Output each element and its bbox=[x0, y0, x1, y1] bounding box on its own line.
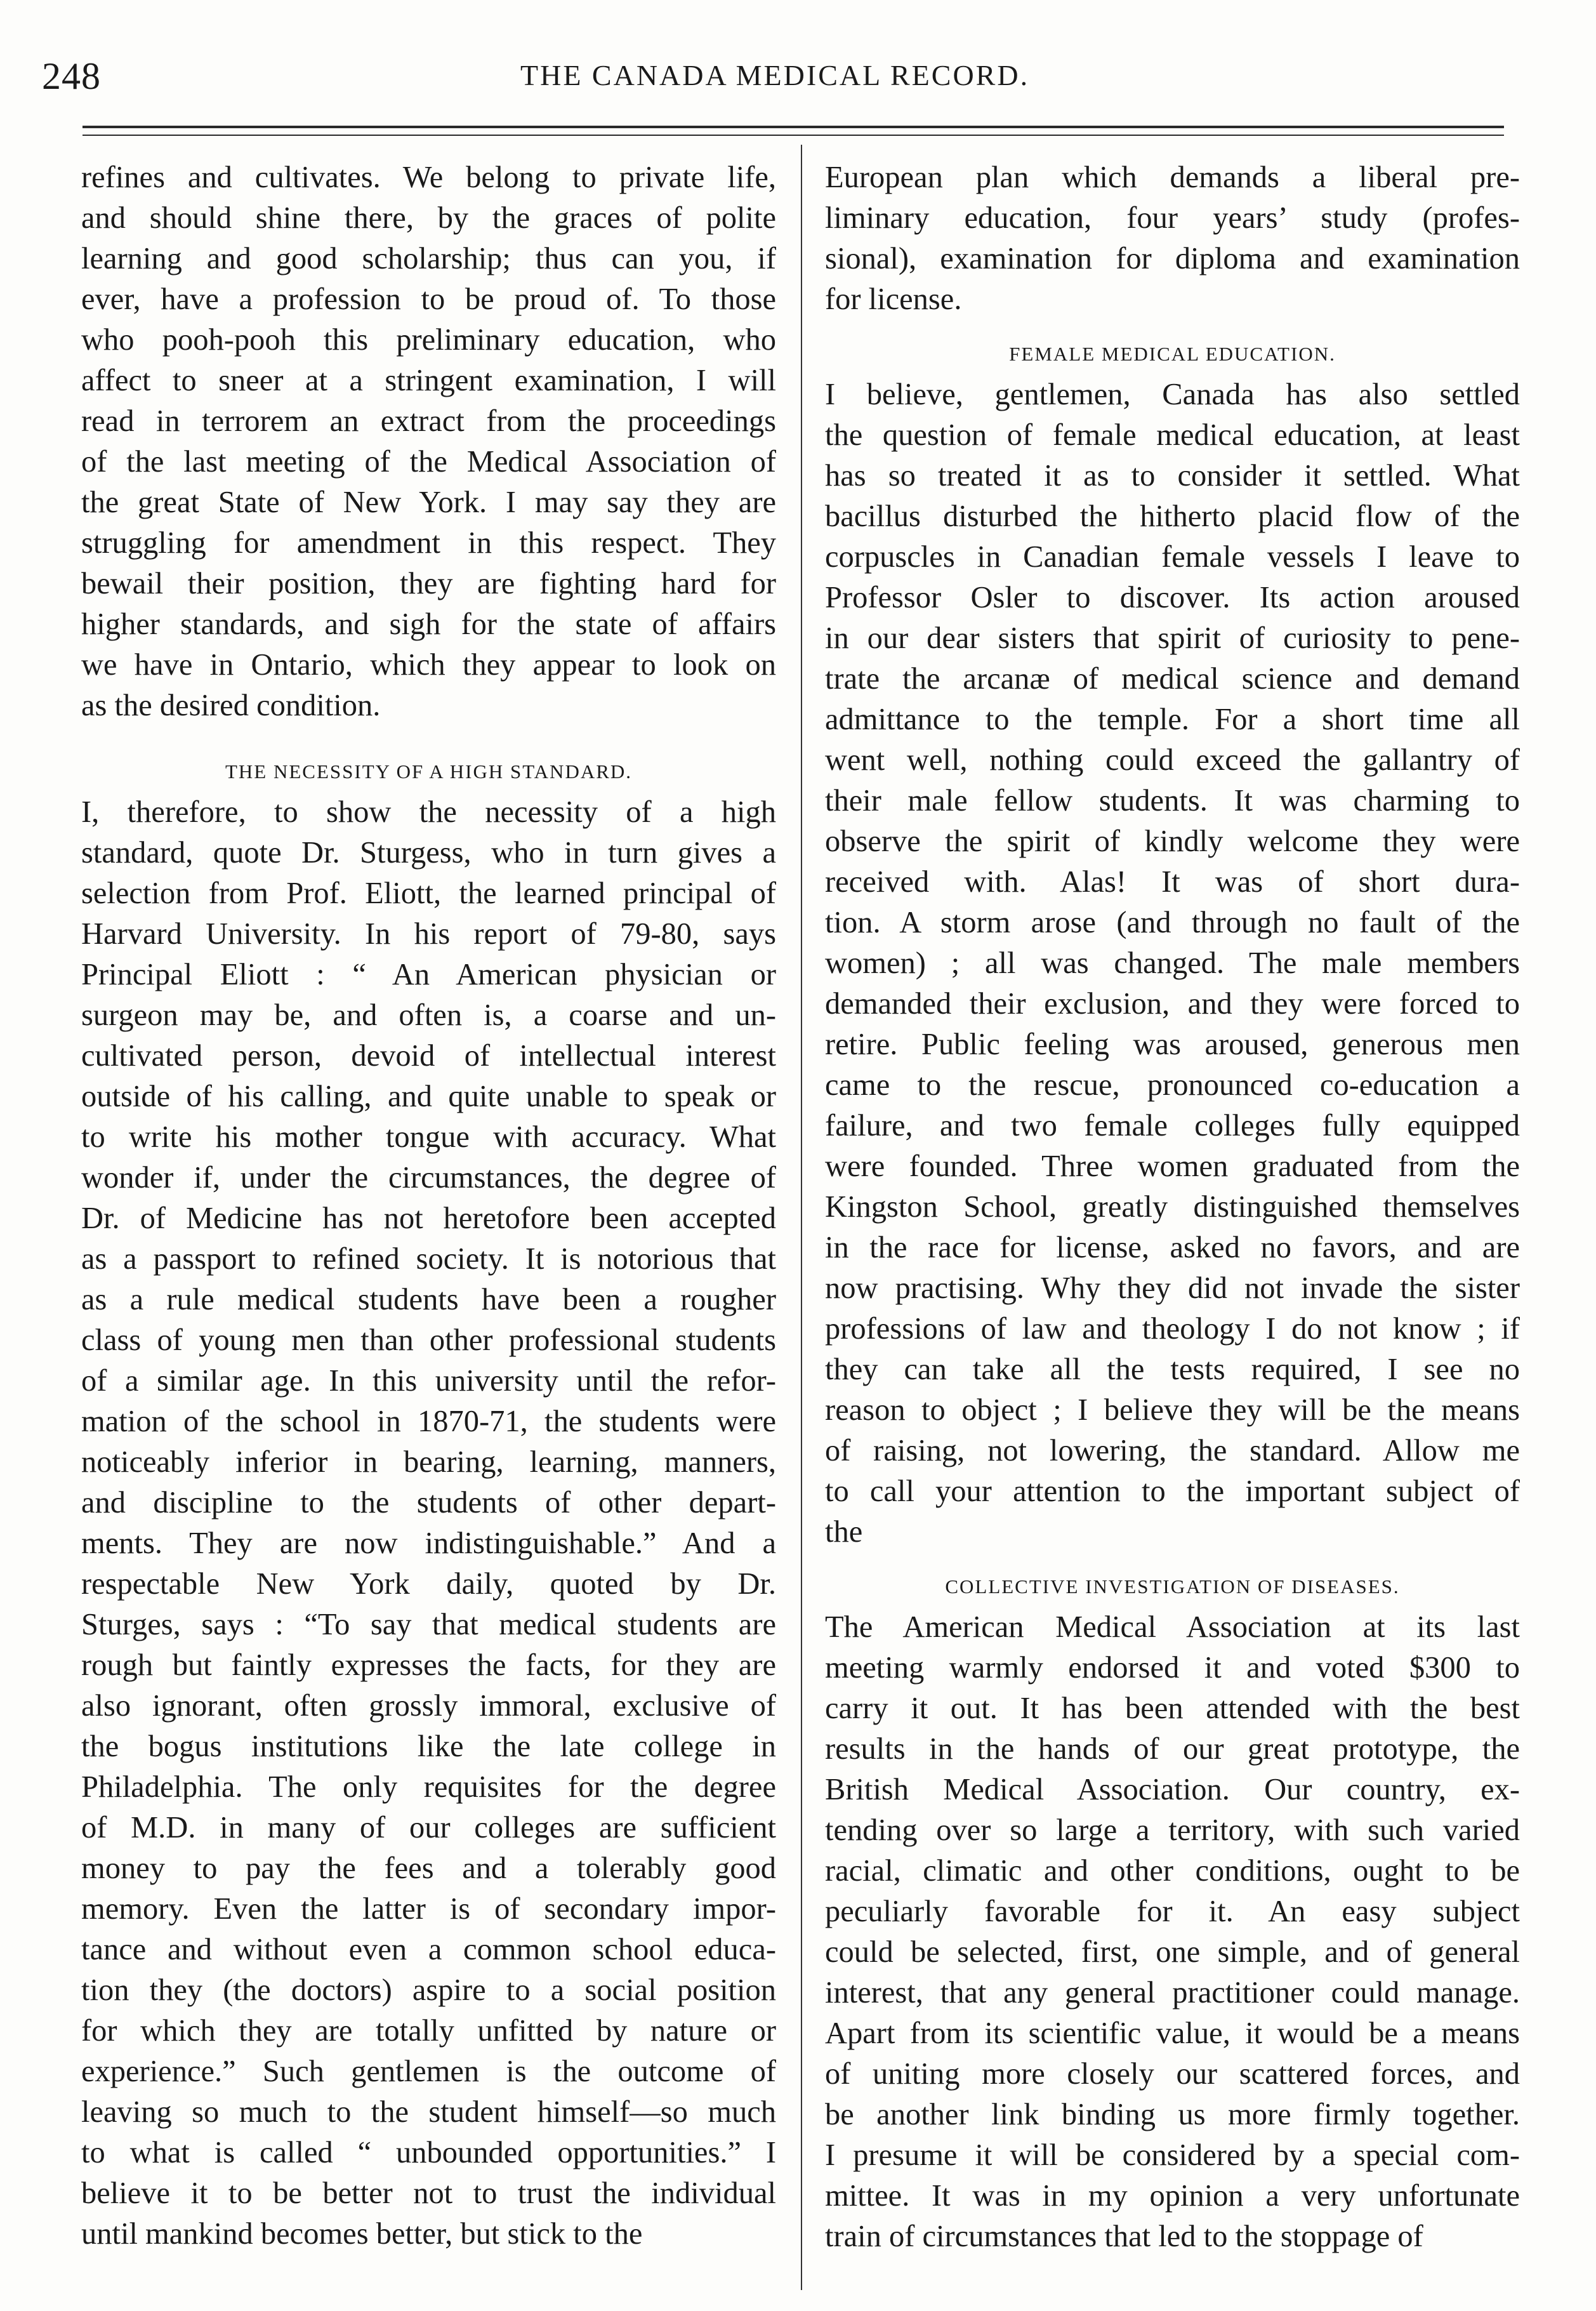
text-line: I believe, gentlemen, Canada has also settled bbox=[825, 378, 1520, 411]
text-line: now practising. Why they did not invade the sister bbox=[825, 1271, 1520, 1305]
column-divider bbox=[801, 145, 802, 2290]
text-line: tending over so large a territory, with such varied bbox=[825, 1813, 1520, 1847]
text-line: I presume it will be considered by a special com- bbox=[825, 2138, 1520, 2172]
text-line: professions of law and theology I do not know ; if bbox=[825, 1312, 1520, 1346]
text-line: and discipline to the students of other depart- bbox=[81, 1486, 776, 1520]
text-line: as a rule medical students have been a rougher bbox=[81, 1283, 776, 1316]
text-line: struggling for amendment in this respect. They bbox=[81, 526, 776, 560]
paragraph-female-education bbox=[825, 374, 1520, 1553]
text-line: of M.D. in many of our colleges are sufficient bbox=[81, 1811, 776, 1844]
text-line: who pooh-pooh this preliminary education, who bbox=[81, 323, 776, 357]
text-line: the bogus institutions like the late college in bbox=[81, 1730, 776, 1763]
text-line: peculiarly favorable for it. An easy subject bbox=[825, 1895, 1520, 1928]
text-line: has so treated it as to consider it settled. What bbox=[825, 459, 1520, 493]
text-line: could be selected, first, one simple, and of general bbox=[825, 1935, 1520, 1969]
text-line: refines and cultivates. We belong to private life, bbox=[81, 161, 776, 194]
text-line: surgeon may be, and often is, a coarse and un- bbox=[81, 998, 776, 1032]
text-line: to write his mother tongue with accuracy. What bbox=[81, 1120, 776, 1154]
text-line: until mankind becomes better, but stick to the bbox=[81, 2217, 643, 2251]
text-line: read in terrorem an extract from the proceedings bbox=[81, 404, 776, 438]
text-line: for which they are totally unfitted by nature or bbox=[81, 2014, 776, 2048]
text-line: the great State of New York. I may say they are bbox=[81, 486, 776, 519]
text-line: received with. Alas! It was of short dura- bbox=[825, 865, 1520, 899]
heading-collective-investigation: COLLECTIVE INVESTIGATION OF DISEASES. bbox=[945, 1575, 1400, 1598]
text-line: racial, climatic and other conditions, ought to be bbox=[825, 1854, 1520, 1888]
text-line: failure, and two female colleges fully equipped bbox=[825, 1109, 1520, 1142]
text-line: tion. A storm arose (and through no fault of the bbox=[825, 906, 1520, 939]
text-line: train of circumstances that led to the stoppage of bbox=[825, 2220, 1423, 2253]
text-line: bacillus disturbed the hitherto placid flow of the bbox=[825, 500, 1520, 533]
text-line: in the race for license, asked no favors, and are bbox=[825, 1231, 1520, 1264]
text-line: of uniting more closely our scattered forces, and bbox=[825, 2057, 1520, 2091]
text-line: as a passport to refined society. It is notorious that bbox=[81, 1242, 776, 1276]
text-line: we have in Ontario, which they appear to look on bbox=[81, 648, 776, 682]
text-line: affect to sneer at a stringent examination, I will bbox=[81, 364, 776, 397]
text-line: sional), examination for diploma and examination bbox=[825, 242, 1520, 275]
text-line: as the desired condition. bbox=[81, 689, 381, 722]
text-line: ments. They are now indistinguishable.” And a bbox=[81, 1526, 776, 1560]
heading-high-standard: THE NECESSITY OF A HIGH STANDARD. bbox=[225, 760, 633, 783]
text-line: came to the rescue, pronounced co-education a bbox=[825, 1068, 1520, 1102]
text-line: Apart from its scientific value, it would be a means bbox=[825, 2016, 1520, 2050]
running-head: THE CANADA MEDICAL RECORD. bbox=[520, 59, 1030, 91]
paragraph-collective-investigation bbox=[825, 1607, 1520, 2257]
text-line: respectable New York daily, quoted by Dr. bbox=[81, 1567, 776, 1601]
text-line: believe it to be better not to trust the individual bbox=[81, 2176, 776, 2210]
text-line: of raising, not lowering, the standard. Allow me bbox=[825, 1434, 1520, 1467]
text-line: liminary education, four years’ study (profes- bbox=[825, 201, 1520, 235]
text-line: meeting warmly endorsed it and voted $300 to bbox=[825, 1651, 1520, 1685]
text-line: tance and without even a common school educa- bbox=[81, 1933, 776, 1966]
text-line: rough but faintly expresses the facts, for they are bbox=[81, 1648, 776, 1682]
right-column bbox=[825, 157, 1520, 2257]
text-line: for license. bbox=[825, 282, 962, 316]
text-line: memory. Even the latter is of secondary impor- bbox=[81, 1892, 776, 1926]
text-line: also ignorant, often grossly immoral, exclusive of bbox=[81, 1689, 776, 1723]
text-line: Professor Osler to discover. Its action aroused bbox=[825, 581, 1520, 614]
left-continued-paragraph bbox=[81, 157, 776, 726]
text-line: outside of his calling, and quite unable to speak or bbox=[81, 1080, 776, 1113]
text-line: The American Medical Association at its last bbox=[825, 1610, 1520, 1644]
text-line: cultivated person, devoid of intellectual interest bbox=[81, 1039, 776, 1073]
left-column bbox=[81, 157, 776, 2255]
text-line: European plan which demands a liberal pre- bbox=[825, 161, 1520, 194]
text-line: Harvard University. In his report of 79-80, says bbox=[81, 917, 776, 951]
text-line: carry it out. It has been attended with the best bbox=[825, 1692, 1520, 1725]
text-line: retire. Public feeling was aroused, generous men bbox=[825, 1028, 1520, 1061]
page-number: 248 bbox=[42, 55, 101, 97]
text-line: British Medical Association. Our country, ex- bbox=[825, 1773, 1520, 1806]
text-line: to what is called “ unbounded opportunities.” I bbox=[81, 2136, 776, 2169]
text-line: learning and good scholarship; thus can you, if bbox=[81, 242, 776, 275]
text-line: Sturges, says : “To say that medical students are bbox=[81, 1608, 776, 1641]
text-line: demanded their exclusion, and they were forced to bbox=[825, 987, 1520, 1021]
right-continued-paragraph bbox=[825, 157, 1520, 320]
text-line: money to pay the fees and a tolerably good bbox=[81, 1851, 776, 1885]
header-rule-thin bbox=[82, 135, 1504, 136]
text-line: wonder if, under the circumstances, the degree of bbox=[81, 1161, 776, 1195]
text-line: the question of female medical education, at least bbox=[825, 418, 1520, 452]
text-line: women) ; all was changed. The male members bbox=[825, 946, 1520, 980]
text-line: and should shine there, by the graces of polite bbox=[81, 201, 776, 235]
text-line: corpuscles in Canadian female vessels I leave to bbox=[825, 540, 1520, 574]
text-line: tion they (the doctors) aspire to a social position bbox=[81, 1973, 776, 2007]
text-line: be another link binding us more firmly together. bbox=[825, 2098, 1520, 2131]
text-line: they can take all the tests required, I see no bbox=[825, 1353, 1520, 1386]
text-line: reason to object ; I believe they will be the means bbox=[825, 1393, 1520, 1427]
text-line: results in the hands of our great prototype, the bbox=[825, 1732, 1520, 1766]
heading-female-education: FEMALE MEDICAL EDUCATION. bbox=[1009, 343, 1336, 365]
text-line: bewail their position, they are fighting hard for bbox=[81, 567, 776, 600]
text-line: their male fellow students. It was charming to bbox=[825, 784, 1520, 818]
text-line: went well, nothing could exceed the gallantry of bbox=[825, 743, 1520, 777]
text-line: ever, have a profession to be proud of. To those bbox=[81, 282, 776, 316]
text-line: of the last meeting of the Medical Association of bbox=[81, 445, 776, 479]
text-line: higher standards, and sigh for the state of affairs bbox=[81, 607, 776, 641]
text-line: Principal Eliott : “ An American physician or bbox=[81, 958, 776, 991]
text-line: the bbox=[825, 1515, 863, 1549]
text-line: of a similar age. In this university until the refor- bbox=[81, 1364, 776, 1398]
text-line: standard, quote Dr. Sturgess, who in turn gives a bbox=[81, 836, 776, 870]
text-line: Dr. of Medicine has not heretofore been accepted bbox=[81, 1202, 776, 1235]
text-line: leaving so much to the student himself—so much bbox=[81, 2095, 776, 2129]
text-line: selection from Prof. Eliott, the learned principal of bbox=[81, 877, 776, 910]
text-line: Philadelphia. The only requisites for the degree bbox=[81, 1770, 776, 1804]
text-line: I, therefore, to show the necessity of a high bbox=[81, 795, 776, 829]
text-line: experience.” Such gentlemen is the outcome of bbox=[81, 2055, 776, 2088]
text-line: in our dear sisters that spirit of curiosity to pene- bbox=[825, 621, 1520, 655]
text-line: noticeably inferior in bearing, learning, manners, bbox=[81, 1445, 776, 1479]
text-line: mation of the school in 1870-71, the students were bbox=[81, 1405, 776, 1438]
text-line: mittee. It was in my opinion a very unfortunate bbox=[825, 2179, 1520, 2213]
text-line: to call your attention to the important subject of bbox=[825, 1474, 1520, 1508]
text-line: trate the arcanæ of medical science and demand bbox=[825, 662, 1520, 696]
text-line: admittance to the temple. For a short time all bbox=[825, 703, 1520, 736]
text-line: class of young men than other professional students bbox=[81, 1323, 776, 1357]
text-line: Kingston School, greatly distinguished themselves bbox=[825, 1190, 1520, 1224]
header-rule-thick bbox=[82, 126, 1504, 128]
paragraph-high-standard bbox=[81, 792, 776, 2255]
text-line: observe the spirit of kindly welcome they were bbox=[825, 824, 1520, 858]
text-line: interest, that any general practitioner could manage. bbox=[825, 1976, 1520, 2010]
text-line: were founded. Three women graduated from the bbox=[825, 1149, 1520, 1183]
